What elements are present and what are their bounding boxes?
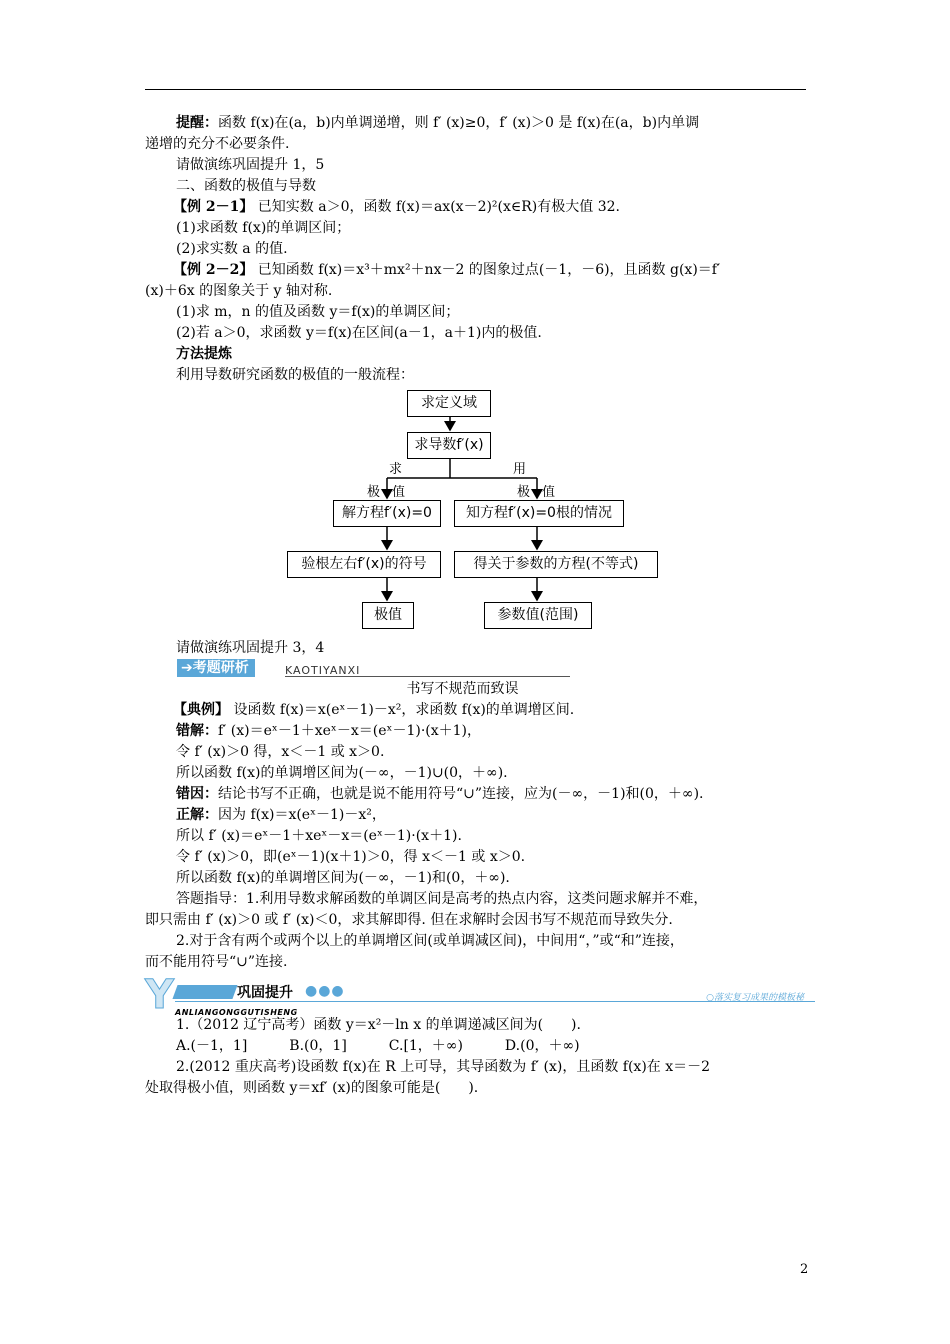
flow-box-param-eq: 得关于参数的方程(不等式) [454, 551, 658, 578]
example-2-2: 【例 2－2】 已知函数 f(x)＝x³＋mx²＋nx－2 的图象过点(－1，－6)，且函数 g(x)＝f′ [173, 262, 721, 278]
kaoti-subtitle: 书写不规范而致误 [406, 681, 519, 697]
wrong-line-3: 所以函数 f(x)的单调增区间为(－∞，－1)∪(0，＋∞). [176, 765, 508, 781]
flow-box-param-range: 参数值(范围) [484, 602, 592, 629]
flow-box-solve: 解方程f′(x)=0 [333, 500, 441, 527]
flow-label-yong: 用 [513, 462, 527, 477]
flow-label-zhi-right: 值 [542, 485, 556, 500]
wrong-line-2: 令 f′ (x)＞0 得，x＜－1 或 x＞0. [176, 744, 385, 760]
method-title: 方法提炼 [176, 346, 232, 362]
gonggu-dots: ●●● [305, 983, 345, 999]
kaoti-badge: ➔考题研析 [177, 659, 255, 677]
question-1-stem: 1.（2012 辽宁高考）函数 y＝x²－ln x 的单调递减区间为( ). [176, 1017, 581, 1033]
flow-label-zhi-left: 值 [392, 485, 406, 500]
flow-box-know: 知方程f′(x)=0根的情况 [454, 500, 624, 527]
guidance-2-line-1: 2.对于含有两个或两个以上的单调增区间(或单调减区间)，中间用“，”或“和”连接， [176, 933, 684, 949]
reminder-line-1: 提醒：函数 f(x)在(a，b)内单调递增，则 f′ (x)≥0，f′ (x)＞0 是 f(x)在(a，b)内单调 [176, 115, 700, 131]
flow-box-check: 验根左右f′(x)的符号 [287, 551, 441, 578]
question-1-options: A.(－1，1] B.(0，1] C.[1，＋∞) D.(0，＋∞) [176, 1038, 580, 1054]
page-number: 2 [800, 1262, 809, 1277]
flow-label-ji-left: 极 [367, 485, 381, 500]
section-2-title: 二、函数的极值与导数 [176, 178, 316, 194]
gonggu-title: 巩固提升 [237, 985, 293, 1001]
flow-box-derivative: 求导数f′(x) [407, 432, 491, 459]
gonggu-slogan: ○落实复习成果的模板秘 [706, 993, 804, 1003]
reminder-label: 提醒： [176, 115, 218, 131]
kaoti-pinyin: KAOTIYANXI [285, 664, 361, 677]
correct-line-3: 令 f′ (x)＞0，即(eˣ－1)(x＋1)＞0，得 x＜－1 或 x＞0. [176, 849, 526, 865]
flow-box-domain: 求定义域 [407, 390, 491, 417]
example-2-1-q1: (1)求函数 f(x)的单调区间； [176, 220, 351, 236]
flow-label-ji-right: 极 [517, 485, 531, 500]
typical-example: 【典例】 设函数 f(x)＝x(eˣ－1)－x²，求函数 f(x)的单调增区间. [173, 702, 575, 718]
gonggu-pinyin: ANLIANGONGGUTISHENG [175, 1008, 298, 1017]
method-text: 利用导数研究函数的极值的一般流程： [176, 367, 414, 383]
example-2-2-line-2: (x)＋6x 的图象关于 y 轴对称. [145, 283, 333, 299]
practice-hint-2: 请做演练巩固提升 3，4 [176, 640, 325, 656]
example-2-1: 【例 2－1】 已知实数 a＞0，函数 f(x)＝ax(x－2)²(x∈R)有极大值 32. [173, 199, 620, 215]
practice-hint-1: 请做演练巩固提升 1，5 [176, 157, 325, 173]
extremum-flowchart [145, 388, 810, 638]
wrong-line-1: 错解：f′ (x)＝eˣ－1＋xeˣ－x＝(eˣ－1)·(x＋1)， [176, 723, 481, 739]
gonggu-bar [172, 985, 237, 999]
guidance-1-line-2: 即只需由 f′ (x)＞0 或 f′ (x)＜0，求其解即得. 但在求解时会因书写不规范而导致失分. [145, 912, 673, 928]
gonggu-y-logo: Y [145, 972, 174, 1018]
kaoti-underline [285, 676, 570, 677]
correct-line-2: 所以 f′ (x)＝eˣ－1＋xeˣ－x＝(eˣ－1)·(x＋1). [176, 828, 462, 844]
flow-box-extreme: 极值 [362, 602, 414, 629]
cause-line: 错因：结论书写不正确，也就是说不能用符号“∪”连接，应为(－∞，－1)和(0，＋∞). [176, 786, 704, 802]
example-2-1-q2: (2)求实数 a 的值. [176, 241, 288, 257]
question-2-line-1: 2.(2012 重庆高考)设函数 f(x)在 R 上可导，其导函数为 f′ (x)，且函数 f(x)在 x＝－2 [176, 1059, 711, 1075]
example-2-2-q2: (2)若 a＞0，求函数 y＝f(x)在区间(a－1，a＋1)内的极值. [176, 325, 542, 341]
question-2-line-2: 处取得极小值，则函数 y＝xf′ (x)的图象可能是( ). [145, 1080, 479, 1096]
content [145, 113, 810, 1099]
correct-line-1: 正解：因为 f(x)＝x(eˣ－1)－x²， [176, 807, 386, 823]
example-2-2-q1: (1)求 m，n 的值及函数 y＝f(x)的单调区间； [176, 304, 460, 320]
flow-label-qiu: 求 [389, 462, 403, 477]
guidance-2-line-2: 而不能用符号“∪”连接. [145, 954, 288, 970]
correct-line-4: 所以函数 f(x)的单调增区间为(－∞，－1)和(0，＋∞). [176, 870, 510, 886]
header-rule [145, 89, 806, 90]
guidance-1-line-1: 答题指导：1.利用导数求解函数的单调区间是高考的热点内容，这类问题求解并不难， [176, 891, 708, 907]
reminder-line-2: 递增的充分不必要条件. [145, 136, 290, 152]
kaoti-section-header [145, 659, 810, 679]
gonggu-section-header [145, 972, 810, 1018]
